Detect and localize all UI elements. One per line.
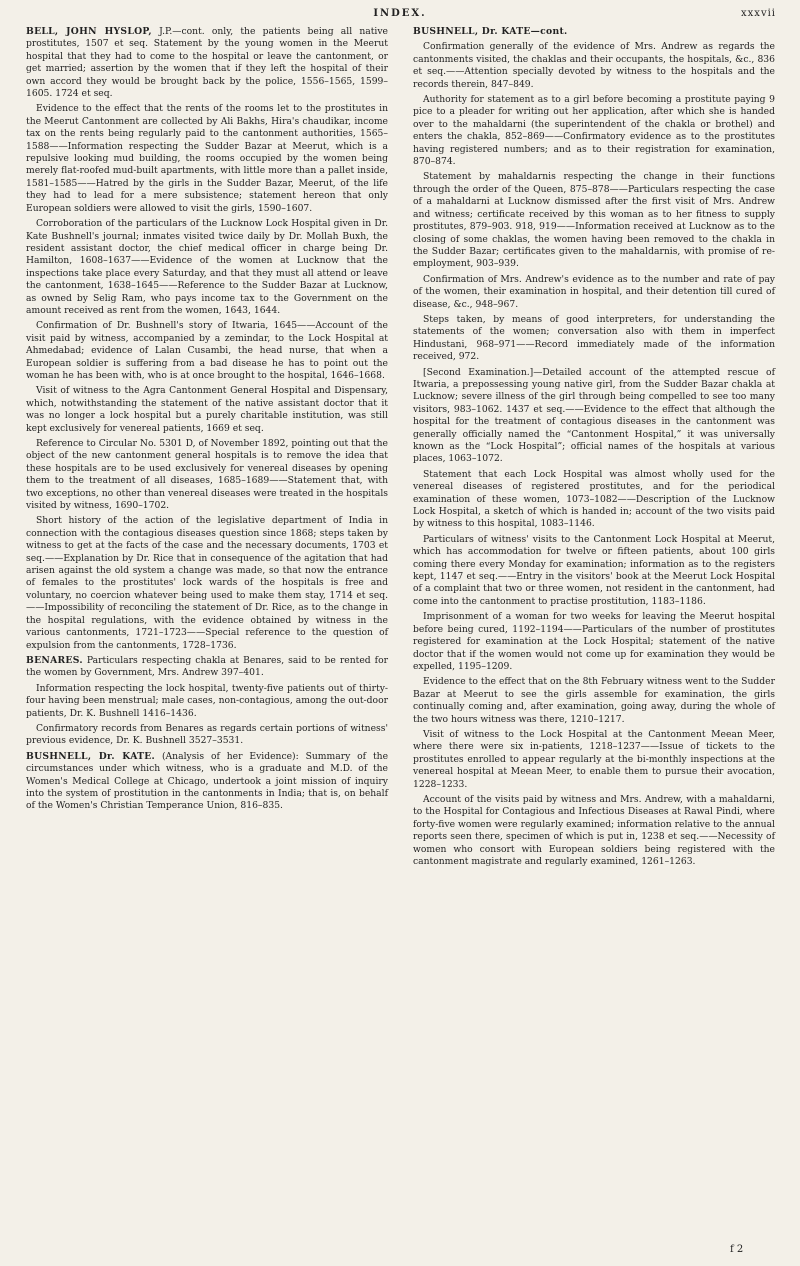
index-entry-paragraph: Imprisonment of a woman for two weeks for leaving the Meerut hospital before being cured, 1192–1194——Particulars of the number of prostitutes registered for examination at the Lock Hospital; statement of the native doctor that if the women would not come up for examination they would be expelled, 1195–1209. bbox=[413, 611, 775, 672]
index-entry-paragraph: Authority for statement as to a girl before becoming a prostitute paying 9 pice to a pleader for writing out her application, after which she is handed over to the mahaldarni (the superintendent of the chakla or brothel) and enters the chakla, 852–869——Confirmatory evidence as to the prostitutes having registered numbers; and as to their registration for examination, 870–874. bbox=[413, 94, 775, 168]
index-entry-paragraph: Information respecting the lock hospital, twenty-five patients out of thirty-four having been menstrual; male cases, non-contagious, among the out-door patients, Dr. K. Bushnell 1416–1436. bbox=[26, 682, 388, 719]
entry-text: Particulars respecting chakla at Benares, said to be rented for the women by Government, Mrs. Andrew 397–401. bbox=[26, 654, 389, 679]
index-entry-paragraph: Visit of witness to the Lock Hospital at the Cantonment Meean Meer, where there were six in-patients, 1218–1237——Issue of tickets to the prostitutes enrolled to appear regularly at the bi-monthly inspections at the venereal hospital at Meean Meer, to enable them to pursue their avocation, 1228–1233. bbox=[413, 728, 775, 790]
index-entry-paragraph: Statement by mahaldarnis respecting the change in their functions through the order of the Queen, 875–878——Particulars respecting the case of a mahaldarni at Lucknow dismissed after the first visit of Mrs. Andrew and witness; certificate received by this woman as to her fitness to supply prostitutes, 879–903. 918, 919——Information received at Lucknow as to the closing of some chaklas, the women having been removed to the chakla in the Sudder Bazar; certificates given to the mahaldarnis, with promise of re-employment, 903–939. bbox=[413, 171, 775, 270]
page-number-roman: xxxvii bbox=[741, 8, 776, 19]
index-entry-paragraph: Confirmation generally of the evidence of Mrs. Andrew as regards the cantonments visited, the chaklas and their occupants, the hospitals, &c., 836 et seq.——Attention specially devoted by witness to the hospitals and the records therein, 847–849. bbox=[413, 41, 775, 90]
running-header-title: INDEX. bbox=[373, 8, 427, 19]
index-entry-heading bbox=[26, 655, 388, 680]
index-entry-paragraph: Statement that each Lock Hospital was almost wholly used for the venereal diseases of registered prostitutes, and for the periodical examination of these women, 1073–1082——Description of the Lucknow Lock Hospital, a sketch of which is handed in; account of the two visits paid by witness to this hospital, 1083–1146. bbox=[413, 468, 775, 530]
index-entry-paragraph: Particulars of witness' visits to the Cantonment Lock Hospital at Meerut, which has accommodation for twelve or fifteen patients, about 100 girls coming there every Monday for examination; information as to the registers kept, 1147 et seq.——Entry in the visitors' book at the Meerut Lock Hospital of a complaint that two or three women, not resident in the cantonment, had come into the cantonment to practise prostitution, 1183–1186. bbox=[413, 533, 775, 607]
index-entry-heading bbox=[26, 26, 388, 100]
index-entry-heading bbox=[413, 26, 775, 38]
entry-heading-name: BUSHNELL, Dr. KATE—cont. bbox=[413, 26, 568, 37]
index-entry-paragraph: Confirmation of Mrs. Andrew's evidence as to the number and rate of pay of the women, their examination in hospital, and their detention till cured of disease, &c., 948–967. bbox=[413, 273, 775, 310]
index-entry-paragraph: Visit of witness to the Agra Cantonment General Hospital and Dispensary, which, notwithstanding the statement of the native assistant doctor that it was no longer a lock hospital but a purely charitable institution, was still kept exclusively for venereal patients, 1669 et seq. bbox=[26, 385, 388, 434]
index-entry-paragraph: Corroboration of the particulars of the Lucknow Lock Hospital given in Dr. Kate Bushnell's journal; inmates visited twice daily by Dr. Mollah Buxh, the resident assistant doctor, the chief medical officer in charge being Dr. Hamilton, 1608–1637——Evidence of the women at Lucknow that the inspections take place every Saturday, and that they must all attend or leave the cantonment, 1638–1645——Reference to the Sudder Bazar at Lucknow, as owned by Selig Ram, who pays income tax to the Government on the amount received as rent from the women, 1643, 1644. bbox=[26, 218, 388, 316]
left-column bbox=[26, 26, 388, 816]
signature-mark: f 2 bbox=[730, 1244, 744, 1255]
index-entry-paragraph: Confirmation of Dr. Bushnell's story of Itwaria, 1645——Account of the visit paid by witness, accompanied by a zemindar, to the Lock Hospital at Ahmedabad; evidence of Lalan Cusambi, the head nurse, that when a European soldier is suffering from a bad disease he has to point out the woman he has been with, who is at once brought to the hospital, 1646–1668. bbox=[26, 320, 388, 381]
index-entry-paragraph: [Second Examination.]—Detailed account of the attempted rescue of Itwaria, a prepossessing young native girl, from the Sudder Bazar chakla at Lucknow; severe illness of the girl through being compelled to see too many visitors, 983–1062. 1437 et seq.——Evidence to the effect that although the hospital for the treatment of contagious diseases in the cantonment was generally officially named the “Cantonment Hospital,” it was universally known as the “Lock Hospital”; official names of the hospitals at various places, 1063–1072. bbox=[413, 366, 775, 465]
right-column bbox=[413, 26, 775, 871]
index-entry-paragraph: Evidence to the effect that on the 8th February witness went to the Sudder Bazar at Meerut to see the girls assemble for examination, the girls continually coming and, after examination, going away, during the whole of the two hours witness was there, 1210–1217. bbox=[413, 676, 775, 725]
index-entry-paragraph: Account of the visits paid by witness and Mrs. Andrew, with a mahaldarni, to the Hospital for Contagious and Infectious Diseases at Rawal Pindi, where forty-five women were regularly examined; information relative to the annual reports seen there, specimen of which is put in, 1238 et seq.——Necessity of women who consort with European soldiers being registered with the cantonment magistrate and regularly examined, 1261–1263. bbox=[413, 793, 775, 867]
entry-text: (Analysis of her Evidence): Summary of the circumstances under which witness, who is a graduate and M.D. of the Women's Medical College at Chicago, undertook a joint mission of inquiry into the system of prostitution in the cantonments in India; that is, on behalf of the Women's Christian Temperance Union, 816–835. bbox=[26, 750, 389, 812]
entry-text: J.P.—cont. only, the patients being all native prostitutes, 1507 et seq. Statement by the young women in the Meerut hospital that they had to come to the hospital or leave the cantonment, or get married; assertion by the women that if they left the hospital of their own accord they would be brought back by the police, 1556–1565, 1599–1605. 1724 et seq. bbox=[26, 26, 388, 100]
index-entry-paragraph: Steps taken, by means of good interpreters, for understanding the statements of the women; conversation also with them in imperfect Hindustani, 968–971——Record immediately made of the information received, 972. bbox=[413, 313, 775, 363]
index-entry-paragraph: Confirmatory records from Benares as regards certain portions of witness' previous evidence, Dr. K. Bushnell 3527–3531. bbox=[26, 722, 388, 747]
entry-heading-name: BENARES. bbox=[26, 654, 83, 666]
index-entry-heading bbox=[26, 751, 388, 813]
index-entry-paragraph: Short history of the action of the legislative department of India in connection with the contagious diseases question since 1868; steps taken by witness to get at the facts of the case and the necessary documents, 1703 et seq.——Explanation by Dr. Rice that in consequence of the agitation that had arisen against the old system a change was made, so that now the entrance of females to the prostitutes' lock wards of the hospitals is free and voluntary, no coercion whatever being used to make them stay, 1714 et seq.——Impossibility of reconciling the statement of Dr. Rice, as to the change in the hospital regulations, with the evidence obtained by witness in the various cantonments, 1721–1723——Special reference to the question of expulsion from the cantonments, 1728–1736. bbox=[26, 515, 388, 651]
index-entry-paragraph: Evidence to the effect that the rents of the rooms let to the prostitutes in the Meerut Cantonment are collected by Ali Bakhs, Hira's chaudikar, income tax on the rents being regularly paid to the cantonment authorities, 1565–1588——Information respecting the Sudder Bazar at Meerut, which is a repulsive looking mud building, the rooms occupied by the women being merely flat-roofed mud-built apartments, with little more than a pallet inside, 1581–1585——Hatred by the girls in the Sudder Bazar, Meerut, of the life they had to lead for a mere subsistence; statement hereon that only European soldiers were allowed to visit the girls, 1590–1607. bbox=[26, 103, 388, 214]
entry-heading-name: BELL, JOHN HYSLOP, bbox=[26, 26, 152, 37]
index-entry-paragraph: Reference to Circular No. 5301 D, of November 1892, pointing out that the object of the new cantonment general hospitals is to remove the idea that these hospitals are to be used exclusively for venereal diseases by opening them to the treatment of all diseases, 1685–1689——Statement that, with two exceptions, no other than venereal diseases were treated in the hospitals visited by witness, 1690–1702. bbox=[26, 438, 388, 512]
entry-heading-name: BUSHNELL, Dr. KATE. bbox=[26, 750, 156, 762]
